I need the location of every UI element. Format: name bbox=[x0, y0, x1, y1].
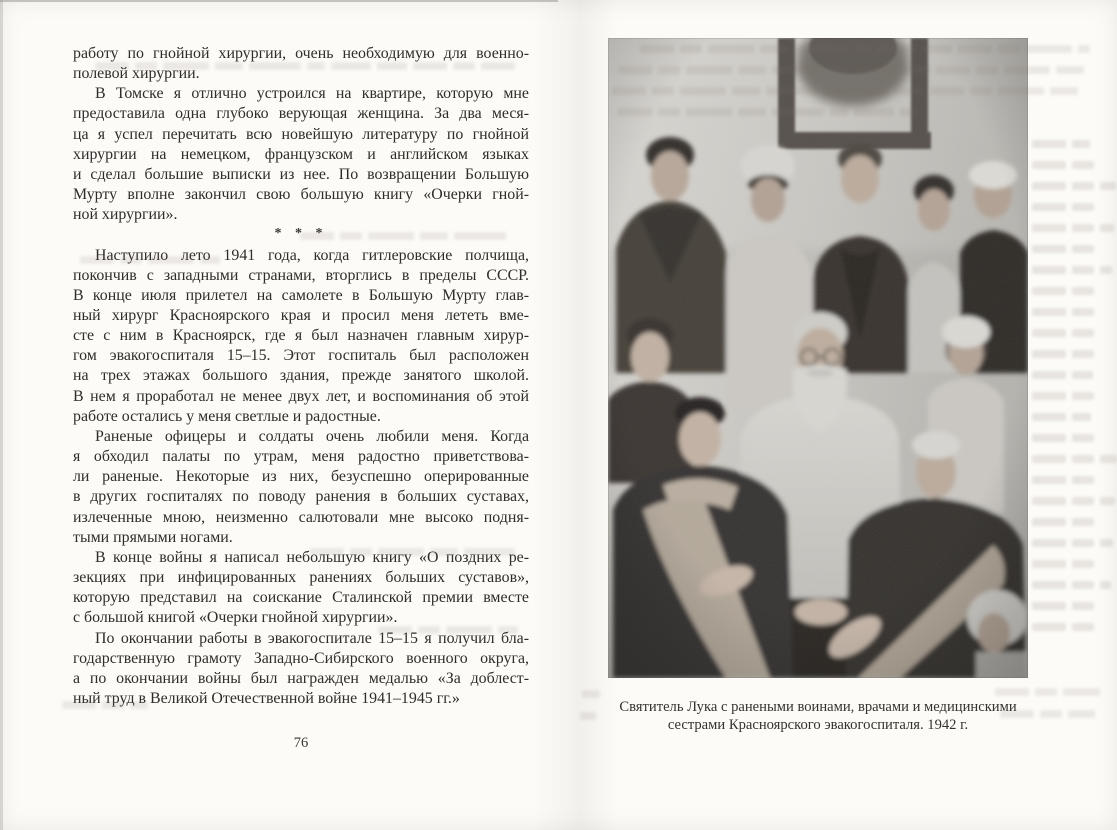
text-line: гом эвакогоспиталя 15–15. Этот госпиталь был расположен bbox=[73, 347, 529, 365]
text-line: В нем я проработал не менее двух лет, и воспоминания об этой bbox=[73, 387, 529, 405]
ghost-text-showthrough bbox=[1032, 371, 1093, 379]
text-line: с большой книгой «Очерки гнойной хирургии». bbox=[73, 609, 398, 627]
photo-illustration bbox=[608, 38, 1028, 678]
ghost-text-showthrough bbox=[1032, 518, 1094, 526]
ghost-text-showthrough bbox=[1032, 623, 1094, 631]
ghost-text-showthrough bbox=[580, 712, 596, 720]
text-line: В конце войны я написал небольшую книгу «О поздних ре- bbox=[95, 548, 529, 566]
ghost-text-showthrough bbox=[1032, 287, 1094, 295]
ghost-text-showthrough bbox=[1032, 203, 1094, 211]
text-line: полевой хирургии. bbox=[73, 65, 200, 83]
ghost-text-showthrough bbox=[1032, 182, 1116, 190]
text-line: ной хирургии». bbox=[73, 206, 178, 224]
text-line: сте с ним в Красноярск, где я был назначен главным хирур- bbox=[73, 327, 529, 345]
text-line: В конце июля прилетел на самолете в Большую Мурту глав- bbox=[73, 286, 529, 304]
ghost-text-showthrough bbox=[1032, 266, 1112, 274]
ghost-text-showthrough bbox=[1032, 476, 1094, 484]
text-line: По окончании работы в эвакогоспитале 15–15 я получил бла- bbox=[95, 629, 529, 647]
scan-edge-left bbox=[0, 0, 3, 830]
photo-vignette bbox=[608, 38, 1028, 678]
ghost-text-showthrough bbox=[1032, 308, 1094, 316]
text-line: ный труд в Великой Отечественной войне 1941–1945 гг.» bbox=[73, 689, 460, 707]
ghost-text-showthrough bbox=[582, 690, 600, 698]
photo-saint-luka-group bbox=[608, 38, 1028, 678]
ghost-text-showthrough bbox=[1032, 140, 1090, 148]
text-line: работу по гнойной хирургии, очень необходимую для военно- bbox=[73, 45, 529, 62]
text-line: покончив с западными странами, вторглись в пределы СССР. bbox=[73, 266, 529, 284]
text-line: ли раненые. Некоторые из них, безуспешно оперированные bbox=[73, 468, 529, 486]
ghost-text-showthrough bbox=[1032, 413, 1091, 421]
text-line: годарственную грамоту Западно-Сибирского военного округа, bbox=[73, 649, 529, 667]
ghost-text-showthrough bbox=[1032, 434, 1094, 442]
ghost-text-showthrough bbox=[1032, 539, 1113, 547]
ghost-text-showthrough bbox=[1032, 497, 1115, 505]
photo-caption bbox=[603, 698, 1033, 735]
ghost-text-showthrough bbox=[1032, 602, 1094, 610]
text-line: и сделал большие выписки из нее. По возвращении Большую bbox=[73, 165, 529, 183]
ghost-text-showthrough bbox=[995, 688, 1100, 696]
text-line: хирургии на немецком, французском и английском языках bbox=[73, 145, 529, 163]
text-line: В Томске я отлично устроился на квартире, которую мне bbox=[95, 85, 529, 103]
text-line: на трех этажах большого здания, прежде занятого школой. bbox=[73, 367, 529, 385]
text-line: Мурту вполне закончил свою большую книгу «Очерки гной- bbox=[73, 186, 529, 204]
text-line: ный хирург Красноярского края и просил меня лететь вме- bbox=[73, 307, 529, 325]
page-number: 76 bbox=[293, 735, 309, 751]
text-line: ца я успел перечитать всю новейшую литературу по гнойной bbox=[73, 125, 529, 143]
text-line: я обходил палаты по утрам, меня радостно приветствова- bbox=[73, 448, 529, 466]
text-line: которую представил на соискание Сталинской премии вместе bbox=[73, 589, 529, 607]
text-line: Наступило лето 1941 года, когда гитлеровские полчища, bbox=[95, 246, 529, 264]
text-line: а по окончании войны был награжден медалью «За доблест- bbox=[73, 669, 529, 687]
ghost-text-showthrough bbox=[1032, 161, 1094, 169]
text-line: излеченные мною, неизменно салютовали мне высоко подня- bbox=[73, 508, 529, 526]
text-line: работе остались у меня светлые и радостные. bbox=[73, 407, 381, 425]
text-column bbox=[73, 44, 529, 709]
ghost-text-showthrough bbox=[1032, 581, 1111, 589]
caption-line: Святитель Лука с ранеными воинами, врачами и медицинскими bbox=[619, 699, 1017, 715]
ghost-text-showthrough bbox=[1032, 560, 1094, 568]
scan-edge-top bbox=[0, 0, 558, 2]
text-line: предоставила одна глубоко верующая женщина. За два меся- bbox=[73, 105, 529, 123]
text-line: тыми прямыми ногами. bbox=[73, 528, 233, 546]
text-line: Раненые офицеры и солдаты очень любили меня. Когда bbox=[95, 427, 529, 445]
ghost-text-showthrough bbox=[1032, 455, 1117, 463]
ghost-text-showthrough bbox=[1032, 392, 1094, 400]
section-separator: * * * bbox=[274, 226, 328, 242]
caption-line: сестрами Красноярского эвакогоспиталя. 1942 г. bbox=[667, 717, 969, 734]
ghost-text-showthrough bbox=[1032, 329, 1094, 337]
text-line: зекциях при инфицированных ранениях больших суставов», bbox=[73, 569, 529, 587]
ghost-text-showthrough bbox=[1032, 245, 1094, 253]
ghost-text-showthrough bbox=[1032, 350, 1094, 358]
ghost-text-showthrough bbox=[1032, 224, 1114, 232]
text-line: в других госпиталях по поводу ранения в больших суставах, bbox=[73, 488, 529, 506]
